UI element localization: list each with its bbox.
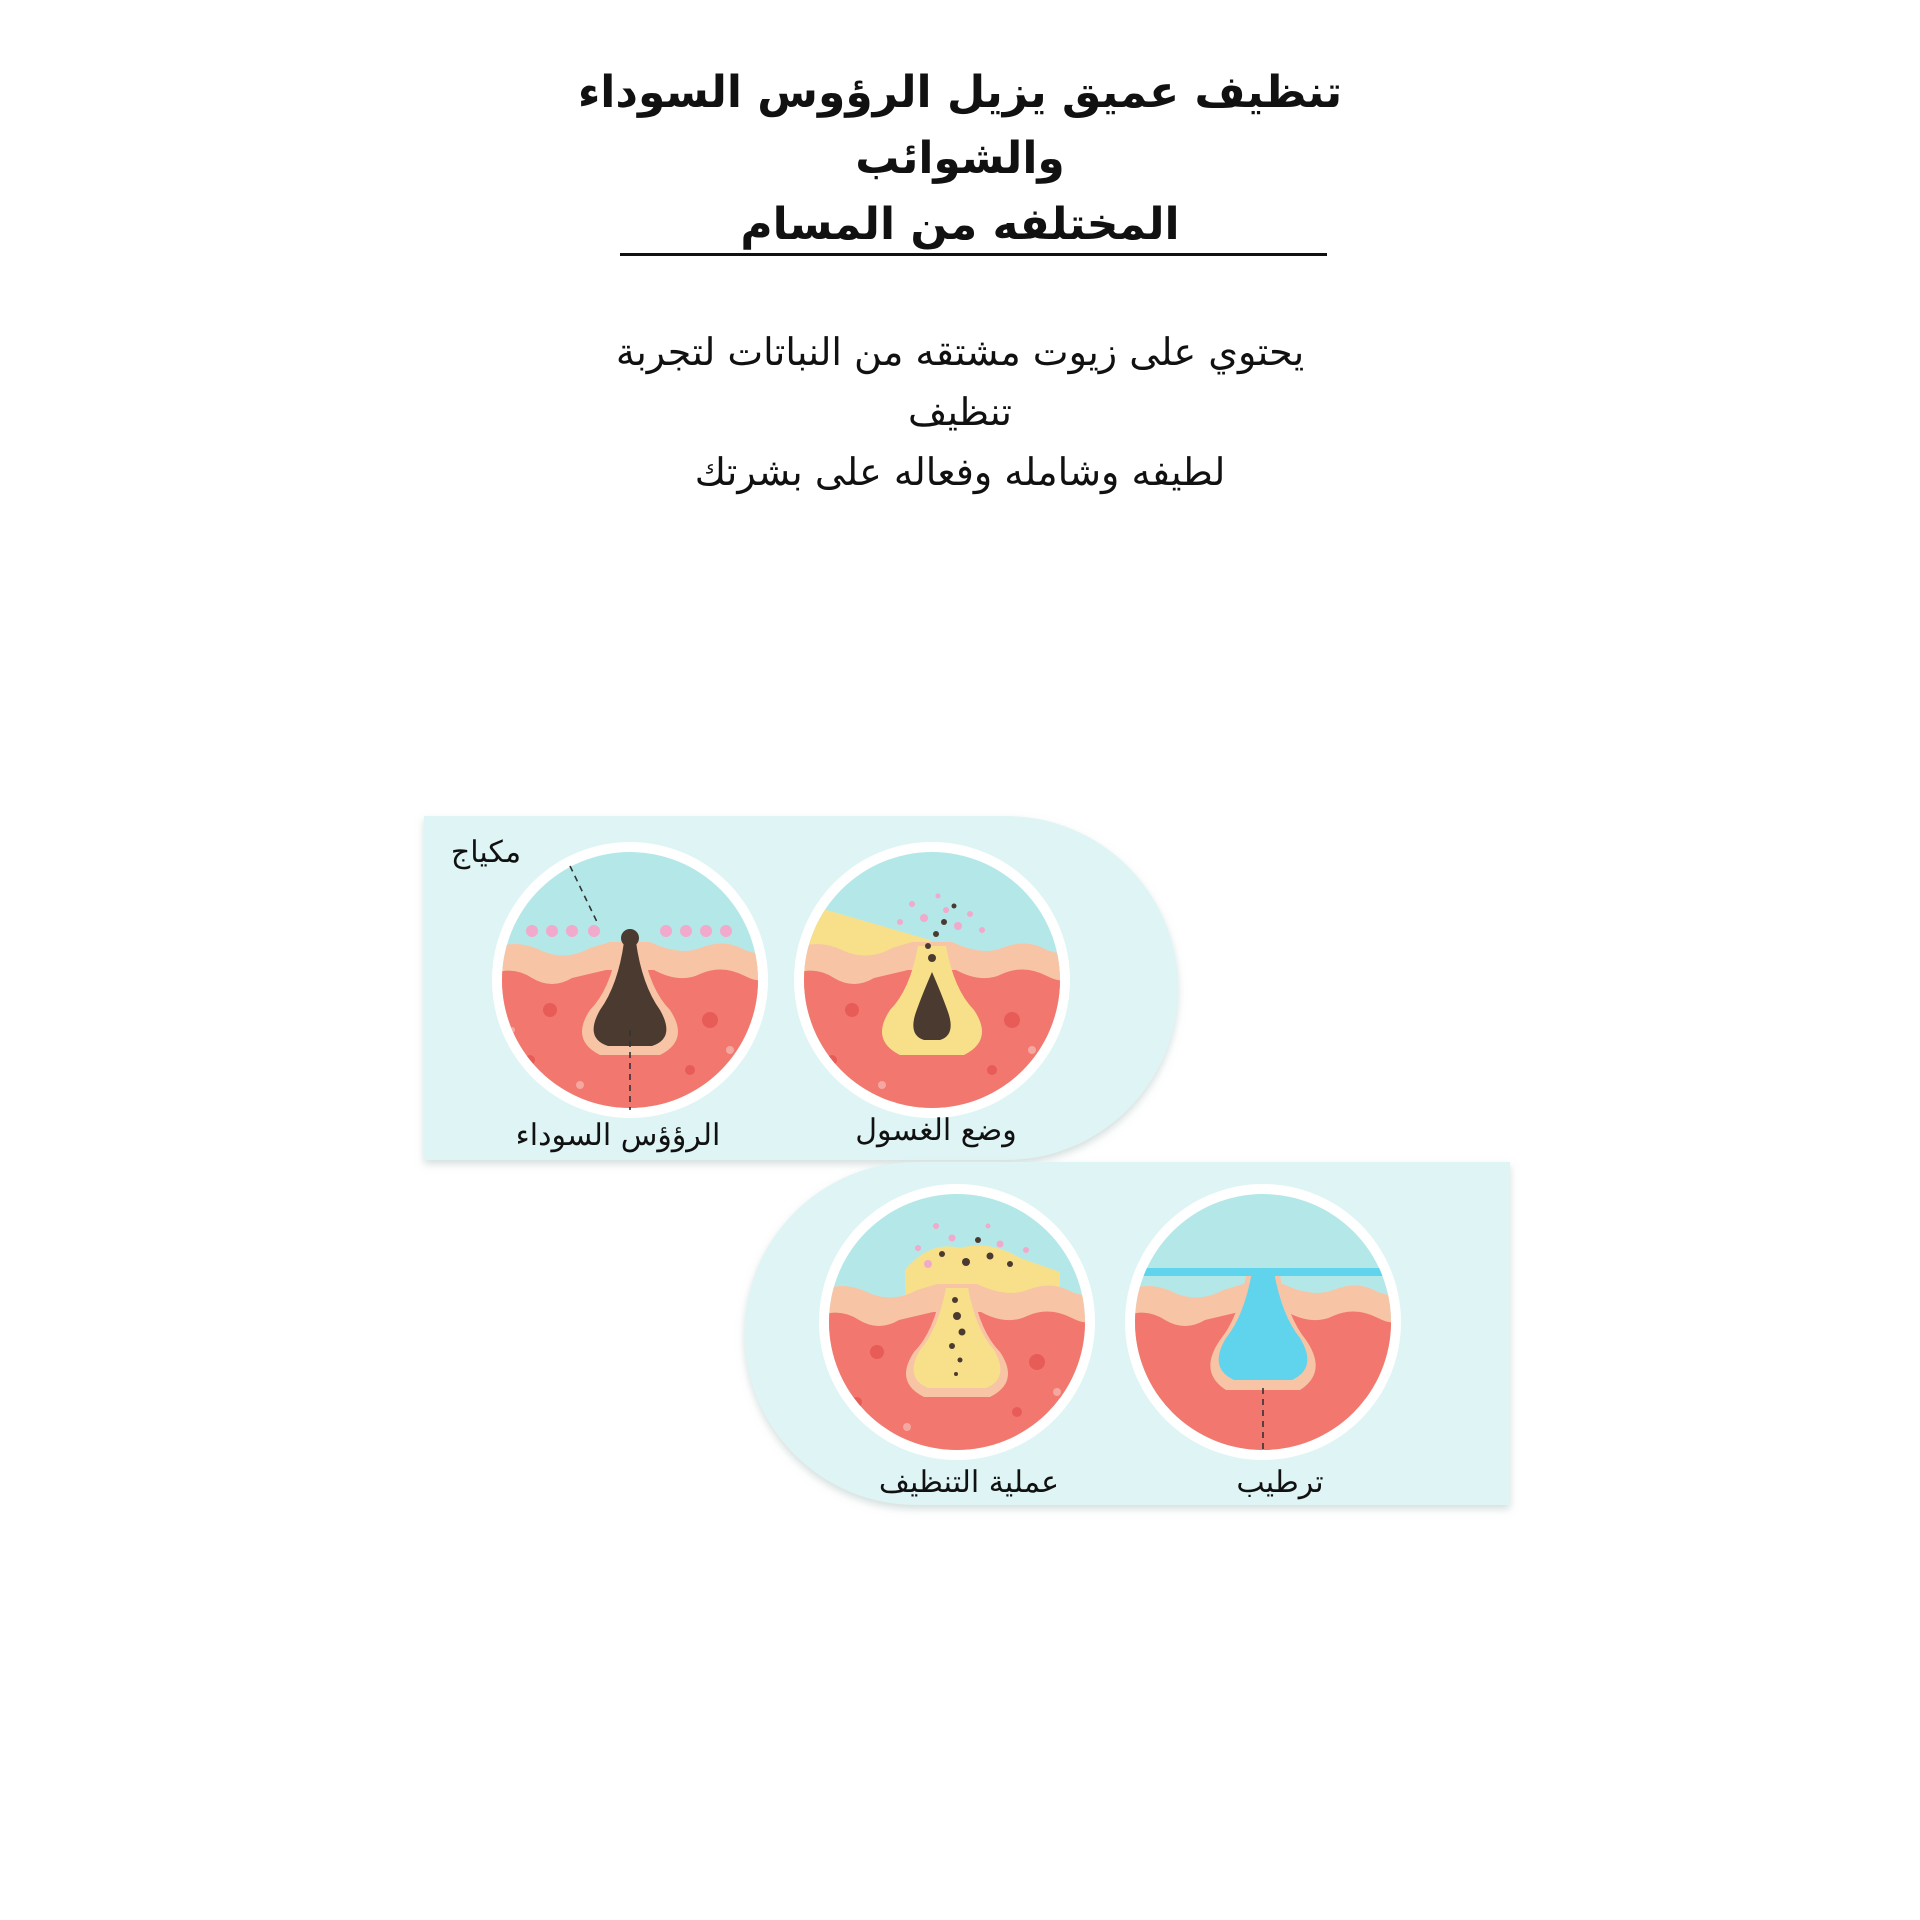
- heading-line-1: تنظيف عميق يزيل الرؤوس السوداء والشوائب: [577, 67, 1343, 184]
- makeup-dot: [526, 925, 538, 937]
- blackheads-label: الرؤؤس السوداء: [515, 1118, 721, 1153]
- description-line-1: يحتوي على زيوت مشتقه من النباتات لتجربة تنظيف: [615, 330, 1305, 434]
- heading-line-2: المختلفه من المسام: [740, 199, 1180, 250]
- makeup-dot: [566, 925, 578, 937]
- makeup-dot: [680, 925, 692, 937]
- makeup-dot: [660, 925, 672, 937]
- moisturize-label: ترطيب: [1236, 1465, 1324, 1500]
- makeup-dot: [546, 925, 558, 937]
- makeup-dot: [588, 925, 600, 937]
- makeup-dot: [700, 925, 712, 937]
- apply-cleanser-label: وضع الغسول: [855, 1113, 1017, 1148]
- makeup-dot: [720, 925, 732, 937]
- makeup-label: مكياج: [450, 835, 522, 870]
- description-line-2: لطيفه وشامله وفعاله على بشرتك: [694, 450, 1226, 494]
- cleaning-process-label: عملية التنظيف: [878, 1465, 1060, 1500]
